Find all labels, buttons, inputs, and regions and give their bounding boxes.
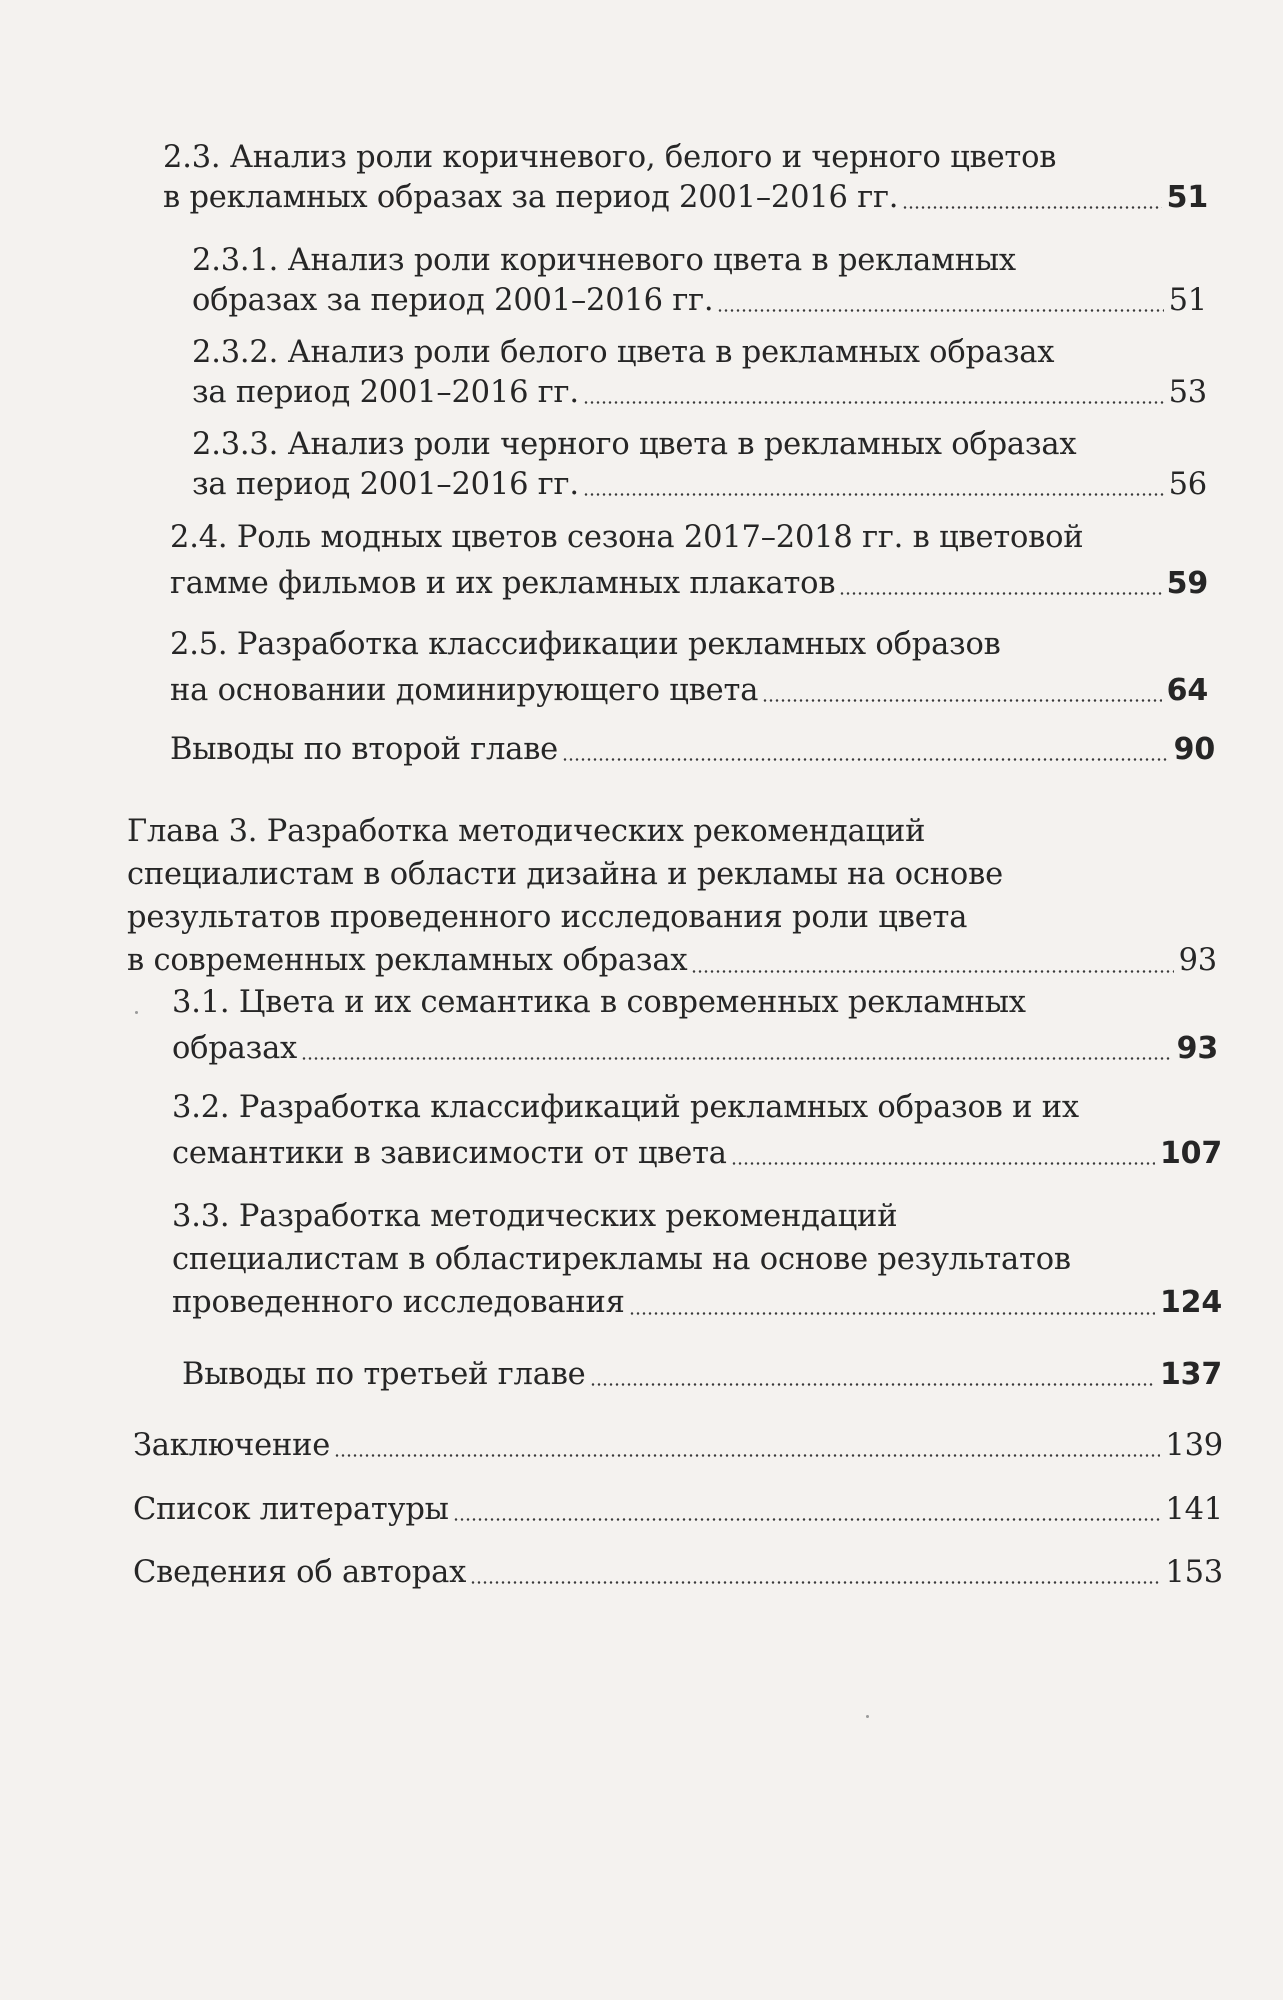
dot-leader: [583, 493, 1164, 496]
dot-leader: [562, 758, 1169, 761]
toc-entry-about-authors: [133, 1553, 1223, 1593]
toc-entry-text: семантики в зависимости от цвета: [172, 1136, 727, 1171]
page-number: 137: [1159, 1357, 1222, 1392]
toc-entry-text: за период 2001–2016 гг.: [192, 467, 579, 502]
toc-entry-text: результатов проведенного исследования роли цвета: [127, 900, 968, 935]
page-number: 59: [1166, 566, 1208, 601]
toc-entry-2-3-1: [192, 241, 1207, 321]
toc-entry-3-2: [172, 1088, 1222, 1174]
dot-leader: [583, 401, 1164, 404]
toc-entry-text: 2.5. Разработка классификации рекламных образов: [170, 627, 1001, 662]
toc-entry-text: Глава 3. Разработка методических рекомендаций: [127, 814, 926, 849]
toc-entry-2-5: [170, 625, 1208, 711]
toc-entry-text: Сведения об авторах: [133, 1555, 467, 1590]
toc-entry-chapter-3: [127, 810, 1217, 982]
page-number: 141: [1165, 1492, 1223, 1527]
dot-leader: [453, 1518, 1161, 1521]
toc-entry-conclusion: [133, 1426, 1223, 1466]
toc-entry-text: Выводы по второй главе: [170, 732, 559, 767]
page-number: 56: [1168, 467, 1207, 502]
toc-entry-text: на основании доминирующего цвета: [170, 673, 759, 708]
toc-entry-text: 3.2. Разработка классификаций рекламных образов и их: [172, 1090, 1079, 1125]
toc-entry-2-3-3: [192, 425, 1207, 505]
dot-leader: [590, 1383, 1155, 1386]
toc-entry-text: Заключение: [133, 1428, 331, 1463]
scan-speck: [866, 1715, 869, 1718]
toc-entry-3-3: [172, 1195, 1222, 1324]
dot-leader: [470, 1581, 1160, 1584]
toc-entry-text: Выводы по третьей главе: [182, 1357, 586, 1392]
scan-speck: [135, 1011, 138, 1014]
page-number: 90: [1173, 732, 1215, 767]
page-number: 93: [1178, 943, 1217, 978]
toc-entry-text: 2.3.3. Анализ роли черного цвета в рекламных образах: [192, 427, 1077, 462]
page-number: 93: [1176, 1031, 1218, 1066]
dot-leader: [691, 970, 1173, 973]
toc-entry-text: образах за период 2001–2016 гг.: [192, 283, 714, 318]
dot-leader: [717, 309, 1163, 312]
dot-leader: [839, 592, 1161, 595]
dot-leader: [629, 1312, 1155, 1315]
toc-entry-text: 3.3. Разработка методических рекомендаций: [172, 1199, 898, 1234]
dot-leader: [731, 1162, 1155, 1165]
toc-entry-text: специалистам в областирекламы на основе результатов: [172, 1242, 1071, 1277]
toc-entry-text: за период 2001–2016 гг.: [192, 375, 579, 410]
page-number: 53: [1168, 375, 1207, 410]
page-number: 51: [1168, 283, 1207, 318]
toc-entry-text: в современных рекламных образах: [127, 943, 688, 978]
toc-entry-text: специалистам в области дизайна и рекламы на основе: [127, 857, 1003, 892]
page-number: 51: [1166, 180, 1208, 215]
toc-entry-text: 2.3. Анализ роли коричневого, белого и черного цветов: [163, 140, 1057, 175]
toc-entry-text: гамме фильмов и их рекламных плакатов: [170, 566, 836, 601]
toc-entry-text: 3.1. Цвета и их семантика в современных рекламных: [172, 985, 1026, 1020]
toc-entry-3-1: [172, 983, 1218, 1069]
toc-entry-references: [133, 1490, 1223, 1530]
dot-leader: [301, 1057, 1172, 1060]
dot-leader: [902, 206, 1161, 209]
page-number: 124: [1159, 1285, 1222, 1320]
toc-entry-2-3: [163, 138, 1208, 218]
toc-entry-text: в рекламных образах за период 2001–2016 гг.: [163, 180, 899, 215]
toc-entry-2-4: [170, 518, 1208, 604]
page-number: 107: [1159, 1136, 1222, 1171]
toc-entry-conclusions-chapter-3: [182, 1355, 1222, 1395]
page-number: 139: [1165, 1428, 1223, 1463]
toc-entry-text: 2.3.1. Анализ роли коричневого цвета в рекламных: [192, 243, 1016, 278]
toc-entry-conclusions-chapter-2: [170, 730, 1215, 770]
toc-entry-text: проведенного исследования: [172, 1285, 625, 1320]
toc-entry-text: образах: [172, 1031, 298, 1066]
page-number: 153: [1165, 1555, 1223, 1590]
toc-entry-text: 2.4. Роль модных цветов сезона 2017–2018 гг. в цветовой: [170, 520, 1084, 555]
toc-entry-2-3-2: [192, 333, 1207, 413]
dot-leader: [334, 1454, 1160, 1457]
toc-entry-text: Список литературы: [133, 1492, 449, 1527]
dot-leader: [762, 699, 1161, 702]
page-number: 64: [1166, 673, 1208, 708]
toc-entry-text: 2.3.2. Анализ роли белого цвета в рекламных образах: [192, 335, 1055, 370]
